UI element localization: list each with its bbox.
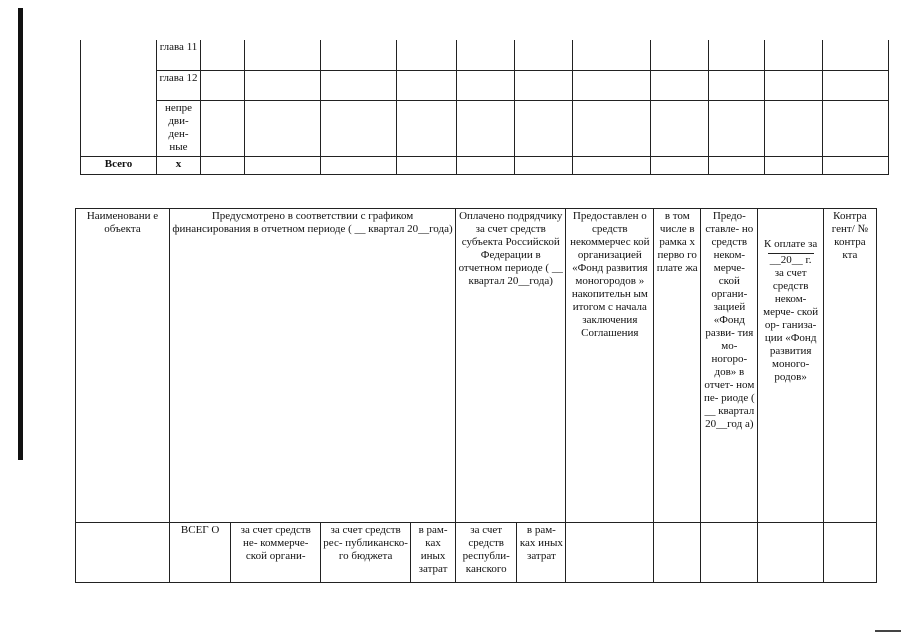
table-cell: [515, 100, 573, 156]
header-to-pay: [758, 209, 823, 523]
table-row: [81, 40, 889, 70]
table-cell: [709, 40, 765, 70]
table-cell: [76, 523, 170, 583]
table-cell: [709, 156, 765, 174]
table-cell: [245, 156, 321, 174]
to-pay-top: К оплате за: [764, 238, 818, 250]
table-cell: [457, 70, 515, 100]
table-cell: [823, 100, 889, 156]
page-corner-mark: [875, 630, 901, 632]
to-pay-bottom: за счет средств неком- мерче- ской ор- ганиза- ции «Фонд развития моного- родов»: [763, 267, 819, 383]
table-cell: [515, 156, 573, 174]
table-cell: [321, 40, 397, 70]
table-cell: [758, 523, 823, 583]
table-cell: [701, 523, 758, 583]
table-cell: [651, 70, 709, 100]
subheader-republic-funds: за счет средств республи- канского: [456, 523, 517, 583]
table-cell: [823, 156, 889, 174]
table-cell: [245, 40, 321, 70]
header-provided-period: Предо- ставле- но средств неком- мерче- ской органи- зацией «Фонд разви- тия мо- ногоро- дов» в отчет- ном пе- риоде ( __ квартал 20__год а): [701, 209, 758, 523]
table-cell: [765, 40, 823, 70]
header-object-name: Наименовани е объекта: [76, 209, 170, 523]
table-cell: [573, 70, 651, 100]
row-label-unforeseen: непре дви- ден- ные: [157, 100, 201, 156]
table-cell: [573, 156, 651, 174]
header-including-first-payment: в том числе в рамка х перво го плате жа: [654, 209, 701, 523]
table-cell: [245, 100, 321, 156]
table-cell: [321, 70, 397, 100]
table-row: [81, 100, 889, 156]
table-cell: [709, 70, 765, 100]
table-cell: [515, 70, 573, 100]
table-cell: [457, 156, 515, 174]
table-cell: [245, 70, 321, 100]
table-cell: [457, 40, 515, 70]
subheader-total: ВСЕГ О: [169, 523, 230, 583]
to-pay-year: __20__ г.: [769, 254, 812, 266]
table-cell: [81, 40, 157, 156]
table-cell: [397, 156, 457, 174]
table-cell: [566, 523, 654, 583]
total-label: Всего: [81, 156, 157, 174]
table-cell: [765, 70, 823, 100]
header-row: [76, 209, 877, 523]
table-cell: [651, 40, 709, 70]
subheader-row: [76, 523, 877, 583]
financing-report-table: [75, 208, 877, 583]
table-cell: [201, 156, 245, 174]
table-cell: [457, 100, 515, 156]
table-row: [81, 70, 889, 100]
header-paid: Оплачено подрядчику за счет средств субъекта Российской Федерации в отчетном периоде ( __ квартал 20__года): [456, 209, 566, 523]
row-label-chapter-11: глава 11: [157, 40, 201, 70]
page-margin-bar: [18, 8, 23, 460]
table-cell: [397, 70, 457, 100]
table-cell: [573, 40, 651, 70]
table-cell: [397, 40, 457, 70]
subheader-nonprofit-funds: за счет средств не- коммерче- ской органи-: [231, 523, 321, 583]
budget-chapters-table: [80, 40, 889, 175]
total-mark: x: [157, 156, 201, 174]
table-cell: [321, 100, 397, 156]
row-label-chapter-12: глава 12: [157, 70, 201, 100]
table-cell: [823, 523, 876, 583]
table-row-total: [81, 156, 889, 174]
subheader-republic-budget: за счет средств рес- публиканско- го бюджета: [321, 523, 411, 583]
table-cell: [651, 156, 709, 174]
table-cell: [823, 40, 889, 70]
table-cell: [823, 70, 889, 100]
table-cell: [201, 100, 245, 156]
table-cell: [515, 40, 573, 70]
table-cell: [397, 100, 457, 156]
table-cell: [651, 100, 709, 156]
subheader-other-costs-2: в рам- ках иных затрат: [517, 523, 566, 583]
table-cell: [654, 523, 701, 583]
header-counterparty: Контра гент/ № контра кта: [823, 209, 876, 523]
table-cell: [765, 156, 823, 174]
subheader-other-costs: в рам- ках иных затрат: [411, 523, 456, 583]
header-provided-cumulative: Предоставлен о средств некоммерчес кой организацией «Фонд развития моногородов » накопительн ым итогом с начала заключения Соглашения: [566, 209, 654, 523]
table-cell: [201, 40, 245, 70]
header-planned: Предусмотрено в соответствии с графиком финансирования в отчетном периоде ( __ квартал 20__года): [169, 209, 455, 523]
table-cell: [573, 100, 651, 156]
table-cell: [709, 100, 765, 156]
table-cell: [201, 70, 245, 100]
table-cell: [321, 156, 397, 174]
table-cell: [765, 100, 823, 156]
